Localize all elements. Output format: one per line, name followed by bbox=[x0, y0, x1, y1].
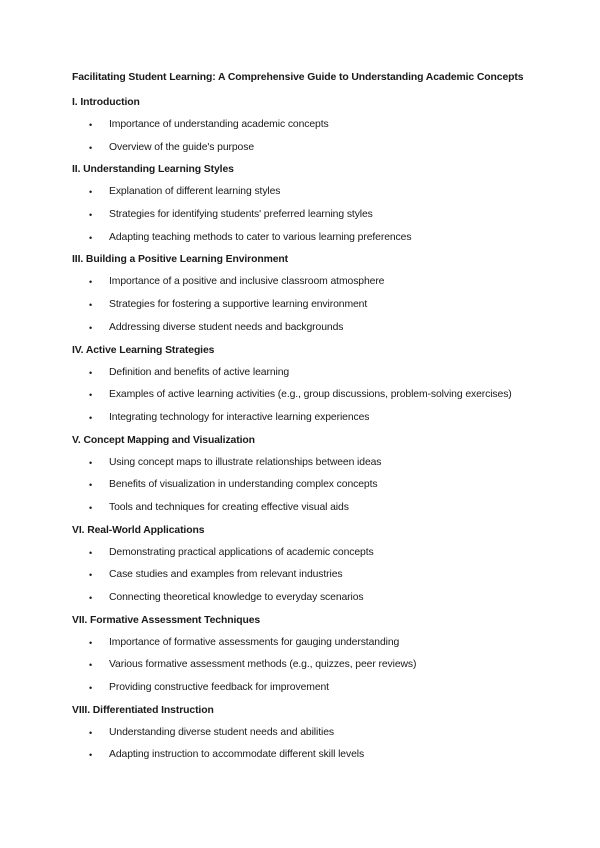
bullet-item bbox=[72, 478, 542, 492]
bullet-text: Importance of understanding academic concepts bbox=[109, 119, 329, 130]
bullet-item bbox=[72, 658, 542, 672]
bullet-list bbox=[72, 636, 542, 695]
bullet-dot-icon: • bbox=[89, 322, 93, 333]
outline-section bbox=[72, 253, 542, 334]
bullet-text: Providing constructive feedback for improvement bbox=[109, 682, 329, 694]
bullet-text: Understanding diverse student needs and abilities bbox=[109, 726, 334, 738]
bullet-text: Demonstrating practical applications of academic concepts bbox=[109, 546, 374, 558]
bullet-list bbox=[72, 546, 542, 605]
bullet-text: Adapting instruction to accommodate different skill levels bbox=[109, 749, 365, 761]
bullet-dot-icon: • bbox=[89, 750, 93, 761]
bullet-text: Tools and techniques for creating effective visual aids bbox=[109, 501, 349, 513]
bullet-dot-icon: • bbox=[89, 660, 93, 671]
bullet-dot-icon: • bbox=[89, 637, 93, 648]
bullet-dot-icon: • bbox=[89, 683, 93, 694]
section-heading: VIII. Differentiated Instruction bbox=[72, 704, 214, 716]
document-title: Facilitating Student Learning: A Comprehensive Guide to Understanding Academic Concepts bbox=[72, 72, 524, 83]
section-heading: II. Understanding Learning Styles bbox=[72, 164, 234, 176]
bullet-text: Using concept maps to illustrate relationships between ideas bbox=[109, 456, 382, 468]
bullet-text: Case studies and examples from relevant industries bbox=[109, 569, 343, 581]
bullet-item bbox=[72, 298, 542, 312]
bullet-dot-icon: • bbox=[89, 390, 93, 401]
bullet-item bbox=[72, 231, 542, 245]
bullet-item bbox=[72, 726, 542, 740]
outline-section bbox=[72, 704, 542, 763]
bullet-dot-icon: • bbox=[89, 232, 93, 243]
bullet-dot-icon: • bbox=[89, 547, 93, 558]
bullet-dot-icon: • bbox=[89, 593, 93, 603]
bullet-text: Strategies for identifying students' preferred learning styles bbox=[109, 209, 373, 221]
bullet-list bbox=[72, 726, 542, 763]
outline-section bbox=[72, 344, 542, 425]
bullet-item bbox=[72, 366, 542, 380]
outline-section bbox=[72, 614, 542, 695]
bullet-text: Importance of a positive and inclusive classroom atmosphere bbox=[109, 276, 385, 288]
bullet-text: Connecting theoretical knowledge to everyday scenarios bbox=[109, 592, 364, 603]
bullet-text: Various formative assessment methods (e.g., quizzes, peer reviews) bbox=[109, 659, 417, 671]
outline-section bbox=[72, 434, 542, 515]
bullet-text: Examples of active learning activities (e.g., group discussions, problem-solving exercises) bbox=[109, 389, 512, 401]
bullet-item bbox=[72, 275, 542, 289]
bullet-dot-icon: • bbox=[89, 120, 93, 130]
bullet-item bbox=[72, 388, 542, 402]
bullet-item bbox=[72, 568, 542, 582]
bullet-item bbox=[72, 501, 542, 515]
section-heading: III. Building a Positive Learning Environment bbox=[72, 254, 289, 266]
bullet-dot-icon: • bbox=[89, 480, 93, 491]
bullet-text: Addressing diverse student needs and backgrounds bbox=[109, 321, 344, 333]
bullet-dot-icon: • bbox=[89, 570, 93, 581]
bullet-item bbox=[72, 636, 542, 650]
bullet-item bbox=[72, 681, 542, 695]
section-heading: I. Introduction bbox=[72, 97, 140, 108]
bullet-dot-icon: • bbox=[89, 412, 93, 423]
bullet-dot-icon: • bbox=[89, 727, 93, 738]
bullet-text: Integrating technology for interactive learning experiences bbox=[109, 411, 370, 423]
bullet-dot-icon: • bbox=[89, 502, 93, 513]
outline-sections bbox=[72, 96, 542, 771]
outline-section bbox=[72, 524, 542, 605]
bullet-text: Strategies for fostering a supportive learning environment bbox=[109, 299, 368, 311]
bullet-item bbox=[72, 118, 542, 132]
bullet-dot-icon: • bbox=[89, 142, 93, 153]
bullet-text: Adapting teaching methods to cater to various learning preferences bbox=[109, 231, 412, 243]
bullet-dot-icon: • bbox=[89, 210, 93, 221]
bullet-list bbox=[72, 456, 542, 515]
bullet-text: Benefits of visualization in understanding complex concepts bbox=[109, 479, 378, 491]
bullet-item bbox=[72, 321, 542, 335]
section-heading: IV. Active Learning Strategies bbox=[72, 344, 215, 356]
bullet-item bbox=[72, 141, 542, 155]
bullet-dot-icon: • bbox=[89, 457, 93, 468]
bullet-text: Overview of the guide's purpose bbox=[109, 141, 255, 153]
outline-section bbox=[72, 163, 542, 244]
bullet-dot-icon: • bbox=[89, 367, 93, 378]
section-heading: VI. Real-World Applications bbox=[72, 524, 205, 536]
outline-section bbox=[72, 96, 542, 155]
bullet-item bbox=[72, 456, 542, 470]
bullet-list bbox=[72, 118, 542, 155]
bullet-list bbox=[72, 275, 542, 334]
bullet-text: Explanation of different learning styles bbox=[109, 186, 281, 198]
bullet-dot-icon: • bbox=[89, 277, 93, 288]
bullet-item bbox=[72, 185, 542, 199]
bullet-dot-icon: • bbox=[89, 300, 93, 311]
bullet-item bbox=[72, 748, 542, 762]
section-heading: V. Concept Mapping and Visualization bbox=[72, 434, 255, 446]
bullet-item bbox=[72, 411, 542, 425]
bullet-dot-icon: • bbox=[89, 187, 93, 198]
bullet-item bbox=[72, 208, 542, 222]
bullet-text: Importance of formative assessments for gauging understanding bbox=[109, 636, 400, 648]
section-heading: VII. Formative Assessment Techniques bbox=[72, 614, 261, 626]
bullet-item bbox=[72, 591, 542, 605]
bullet-item bbox=[72, 546, 542, 560]
bullet-text: Definition and benefits of active learning bbox=[109, 366, 290, 378]
bullet-list bbox=[72, 366, 542, 425]
bullet-list bbox=[72, 185, 542, 244]
